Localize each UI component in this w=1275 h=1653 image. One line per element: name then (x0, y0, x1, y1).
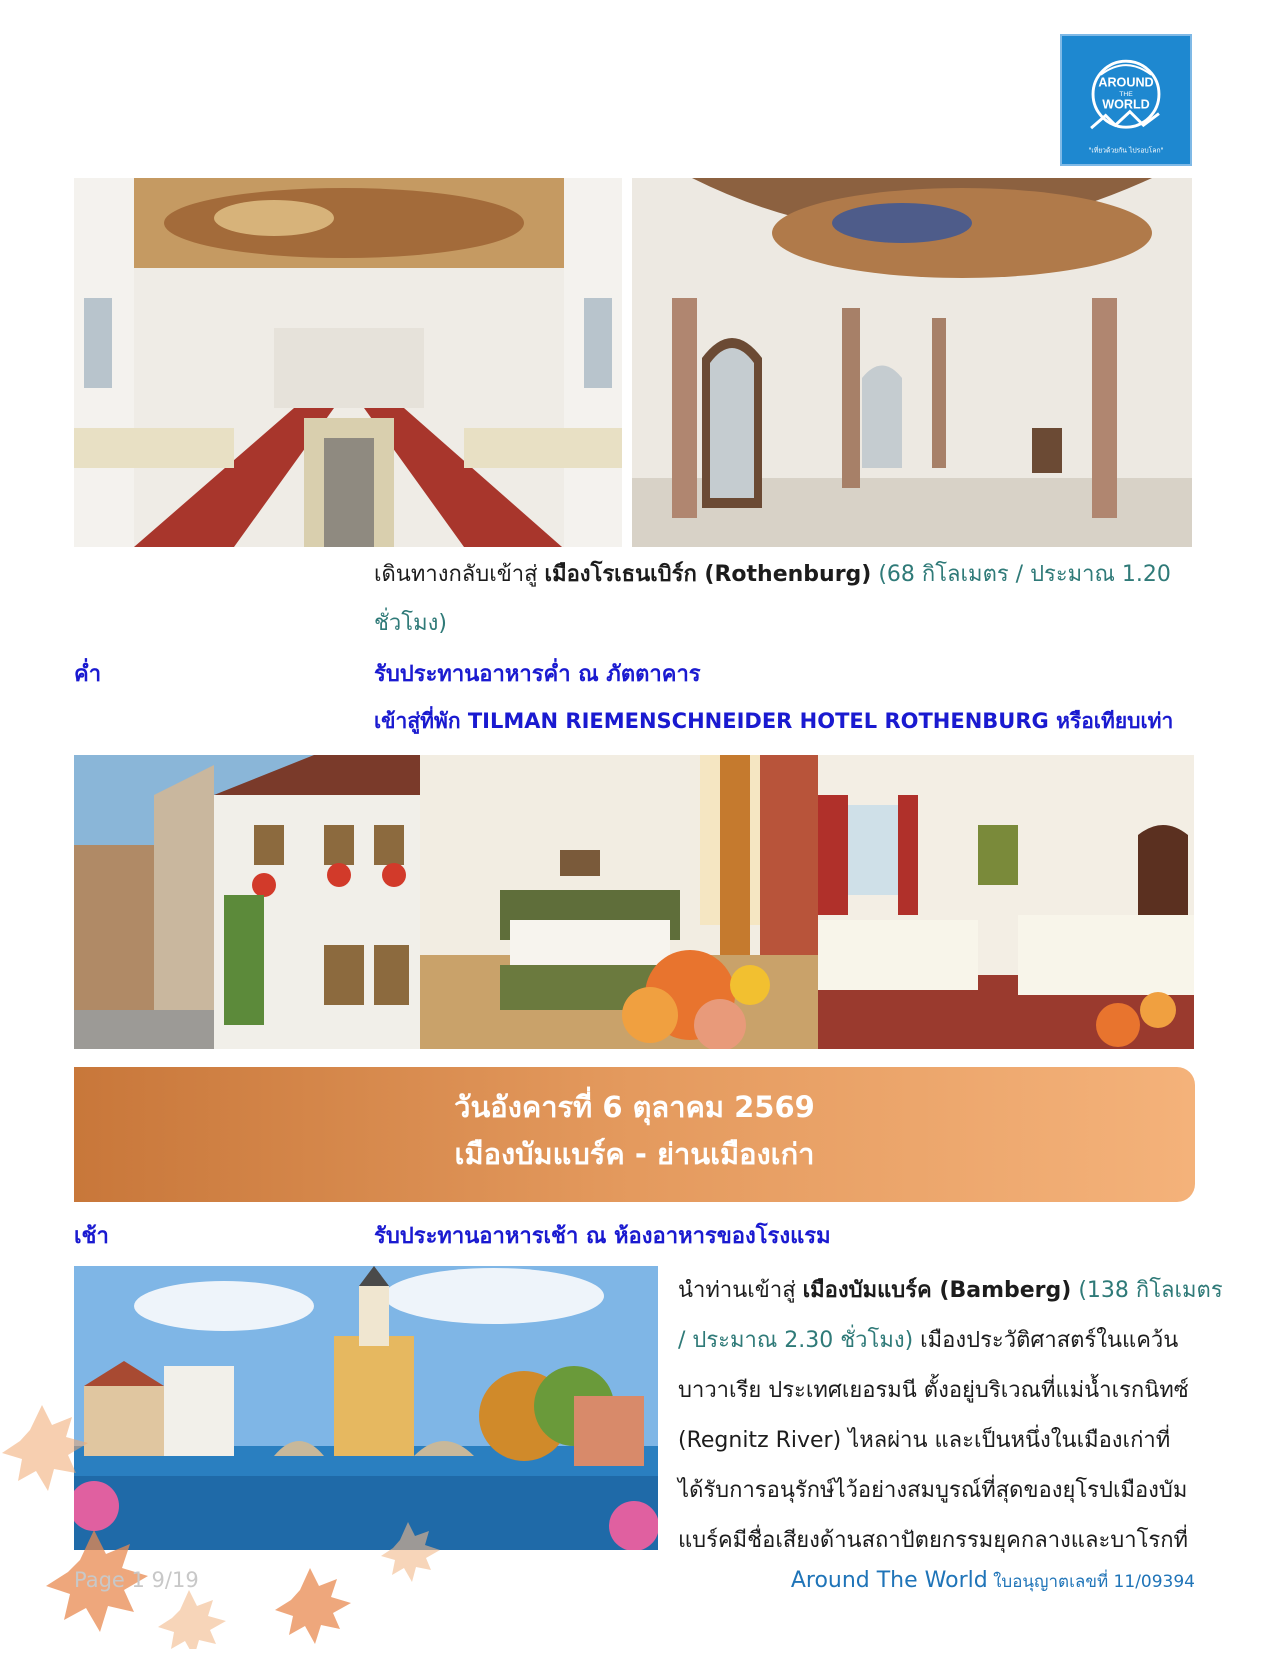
hotel-text: เข้าสู่ที่พัก TILMAN RIEMENSCHNEIDER HOTEL ROTHENBURG หรือเทียบเท่า (374, 709, 1174, 733)
license-number: ใบอนุญาตเลขที่ 11/09394 (987, 1572, 1195, 1592)
travel-distance: (68 กิโลเมตร / ประมาณ 1.20 (871, 562, 1171, 587)
breakfast-text: รับประทานอาหารเช้า ณ ห้องอาหารของโรงแรม (374, 1224, 831, 1249)
logo-line1: AROUND (1098, 75, 1154, 90)
logo-tagline: "เที่ยวด้วยกัน ไปรอบโลก" (1088, 146, 1164, 155)
photo-hotel-bedroom (420, 755, 818, 1049)
bamberg-intro: นำท่านเข้าสู่ (678, 1278, 803, 1303)
dinner-label: ค่ำ (74, 662, 102, 687)
travel-rothenburg-line (374, 560, 1171, 590)
bamberg-line-4: (Regnitz River) ไหลผ่าน และเป็นหนึ่งในเมืองเก่าที่ (678, 1428, 1171, 1453)
photo-palace-staircase (74, 178, 622, 547)
photo-hotel-restaurant (818, 755, 1194, 1049)
bamberg-description (678, 1266, 1223, 1566)
footer-company (791, 1568, 1195, 1595)
bamberg-distance: (138 กิโลเมตร (1071, 1278, 1223, 1303)
travel-prefix: เดินทางกลับเข้าสู่ (374, 562, 545, 587)
logo-line2: THE (1119, 91, 1133, 99)
photo-hotel-exterior (74, 755, 420, 1049)
bamberg-text-2: เมืองประวัติศาสตร์ในแคว้น (913, 1328, 1179, 1353)
photo-marble-hall (632, 178, 1192, 547)
bamberg-duration: / ประมาณ 2.30 ชั่วโมง) (678, 1328, 914, 1353)
breakfast-label: เช้า (74, 1224, 109, 1249)
day-banner (74, 1067, 1195, 1202)
maple-leaf-icon (0, 1390, 460, 1649)
dinner-text: รับประทานอาหารค่ำ ณ ภัตตาคาร (374, 662, 701, 687)
globe-logo-icon (1062, 36, 1190, 164)
travel-duration: ชั่วโมง) (374, 611, 447, 636)
maple-leaves-decoration (0, 1390, 460, 1649)
bamberg-line-1 (678, 1266, 1223, 1316)
logo-line3: WORLD (1102, 97, 1150, 112)
travel-city: เมืองโรเธนเบิร์ก (Rothenburg) (544, 562, 872, 587)
bamberg-city: เมืองบัมแบร์ค (Bamberg) (802, 1278, 1072, 1303)
bamberg-line-2 (678, 1316, 1196, 1366)
page-number: Page 1 9/19 (74, 1568, 199, 1592)
day-date: วันอังคารที่ 6 ตุลาคม 2569 (454, 1090, 815, 1124)
bamberg-line-5: ได้รับการอนุรักษ์ไว้อย่างสมบูรณ์ที่สุดของยุโรปเมืองบัม (678, 1478, 1188, 1503)
bamberg-line-6: แบร์คมีชื่อเสียงด้านสถาปัตยกรรมยุคกลางและบาโรกที่ (678, 1528, 1189, 1553)
day-route: เมืองบัมแบร์ค - ย่านเมืองเก่า (454, 1137, 815, 1171)
company-logo (1060, 34, 1192, 166)
bamberg-line-3: บาวาเรีย ประเทศเยอรมนี ตั้งอยู่บริเวณที่แม่น้ำเรกนิทซ์ (678, 1378, 1189, 1403)
company-name: Around The World (790, 1568, 988, 1593)
